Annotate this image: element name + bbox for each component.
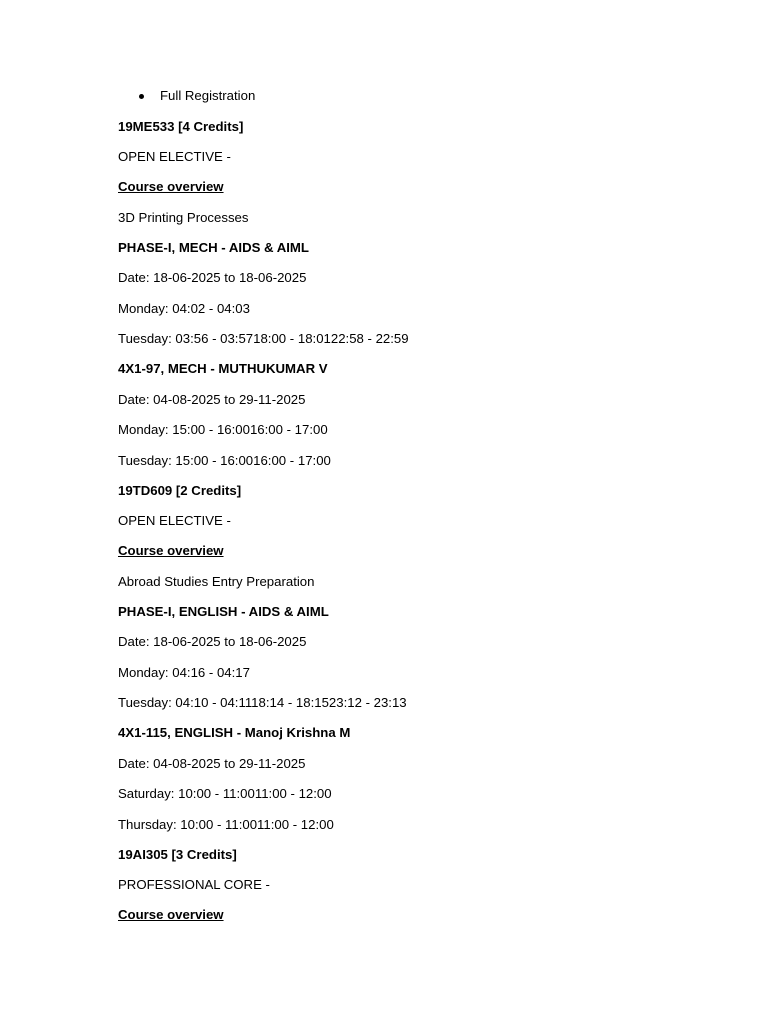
- course-category: PROFESSIONAL CORE -: [118, 877, 270, 892]
- section-schedule-line: Tuesday: 15:00 - 16:0016:00 - 17:00: [118, 453, 331, 468]
- section-schedule-line: Tuesday: 04:10 - 04:1118:14 - 18:1523:12 - 23:13: [118, 695, 407, 710]
- section-date: Date: 04-08-2025 to 29-11-2025: [118, 392, 306, 407]
- section-heading: PHASE-I, MECH - AIDS & AIML: [118, 240, 309, 255]
- section-schedule-line: Monday: 04:02 - 04:03: [118, 301, 250, 316]
- section-schedule-line: Saturday: 10:00 - 11:0011:00 - 12:00: [118, 786, 332, 801]
- course-code-credits: 19AI305 [3 Credits]: [118, 847, 237, 862]
- section-date: Date: 04-08-2025 to 29-11-2025: [118, 756, 306, 771]
- section-heading: 4X1-97, MECH - MUTHUKUMAR V: [118, 361, 328, 376]
- section-date: Date: 18-06-2025 to 18-06-2025: [118, 270, 307, 285]
- section-heading: 4X1-115, ENGLISH - Manoj Krishna M: [118, 725, 351, 740]
- bullet-icon: [139, 94, 144, 99]
- course-category: OPEN ELECTIVE -: [118, 513, 231, 528]
- course-overview-link[interactable]: Course overview: [118, 907, 224, 922]
- section-schedule-line: Monday: 15:00 - 16:0016:00 - 17:00: [118, 422, 328, 437]
- course-overview-link[interactable]: Course overview: [118, 179, 224, 194]
- course-overview-link[interactable]: Course overview: [118, 543, 224, 558]
- course-title: Abroad Studies Entry Preparation: [118, 574, 315, 589]
- course-code-credits: 19TD609 [2 Credits]: [118, 483, 242, 498]
- section-schedule-line: Tuesday: 03:56 - 03:5718:00 - 18:0122:58 - 22:59: [118, 331, 409, 346]
- section-schedule-line: Monday: 04:16 - 04:17: [118, 665, 250, 680]
- section-schedule-line: Thursday: 10:00 - 11:0011:00 - 12:00: [118, 817, 334, 832]
- course-code-credits: 19ME533 [4 Credits]: [118, 119, 244, 134]
- bullet-item-text: Full Registration: [160, 88, 256, 103]
- section-date: Date: 18-06-2025 to 18-06-2025: [118, 634, 307, 649]
- course-category: OPEN ELECTIVE -: [118, 149, 231, 164]
- section-heading: PHASE-I, ENGLISH - AIDS & AIML: [118, 604, 329, 619]
- course-title: 3D Printing Processes: [118, 210, 249, 225]
